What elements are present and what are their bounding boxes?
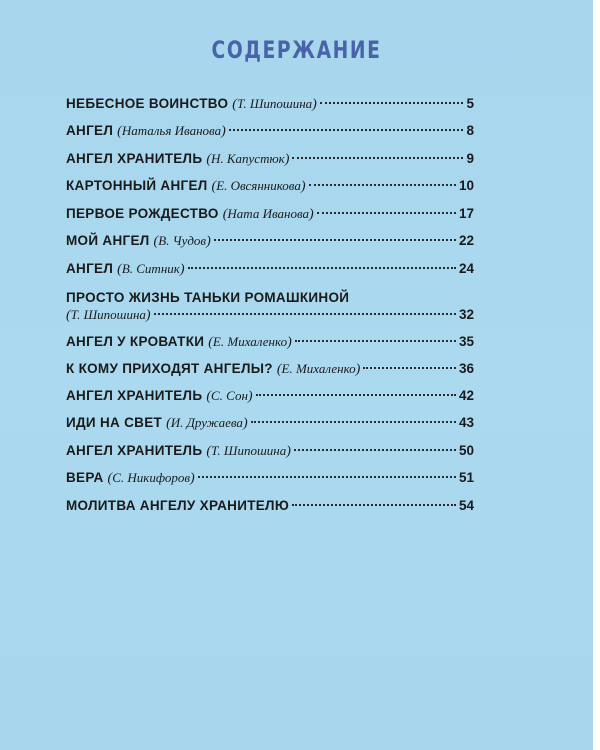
entry-title: АНГЕЛ У КРОВАТКИ [66, 334, 205, 349]
toc-entry[interactable]: ПРОСТО ЖИЗНЬ ТАНЬКИ РОМАШКИНОЙ ( Т. Шипошина ) 32 [66, 290, 474, 323]
toc-entry[interactable]: НЕБЕСНОЕ ВОИНСТВО ( Т. Шипошина ) 5 [66, 96, 474, 112]
entry-author: В. Ситник [121, 261, 180, 276]
entry-page-number: 5 [466, 96, 474, 111]
dot-leader [317, 212, 456, 214]
entry-page-number: 35 [458, 334, 474, 349]
entry-author: Н. Капустюк [211, 151, 285, 166]
toc-entry[interactable]: К КОМУ ПРИХОДЯТ АНГЕЛЫ? ( Е. Михаленко ) 36 [66, 361, 474, 377]
entry-author: Е. Михаленко [212, 334, 288, 349]
entry-title: АНГЕЛ [66, 261, 114, 276]
toc-entry[interactable]: АНГЕЛ ( В. Ситник ) 24 [66, 261, 474, 277]
toc-entry[interactable]: ВЕРА ( С. Никифоров ) 51 [66, 470, 474, 486]
toc-entry[interactable]: КАРТОННЫЙ АНГЕЛ ( Е. Овсянникова ) 10 [66, 178, 474, 194]
entry-author: С. Сон [211, 388, 248, 403]
entry-author: Е. Овсянникова [216, 178, 301, 193]
dot-leader [198, 476, 456, 478]
entry-title: КАРТОННЫЙ АНГЕЛ [66, 178, 208, 193]
entry-title: ПРОСТО ЖИЗНЬ ТАНЬКИ РОМАШКИНОЙ [66, 290, 350, 305]
entry-title: МОЙ АНГЕЛ [66, 233, 150, 248]
toc-entry[interactable]: АНГЕЛ ХРАНИТЕЛЬ ( Н. Капустюк ) 9 [66, 151, 474, 167]
entry-author: И. Дружаева [170, 415, 243, 430]
dot-leader [294, 449, 456, 451]
toc-entry[interactable]: ИДИ НА СВЕТ ( И. Дружаева ) 43 [66, 415, 474, 431]
dot-leader [292, 157, 463, 159]
entry-author: Т. Шипошина [70, 307, 146, 322]
entry-page-number: 24 [458, 261, 474, 276]
toc-entry[interactable]: АНГЕЛ ( Наталья Иванова ) 8 [66, 123, 474, 139]
entry-author: В. Чудов [158, 233, 207, 248]
entry-title: ВЕРА [66, 470, 104, 485]
entry-page-number: 10 [458, 178, 474, 193]
entry-title: АНГЕЛ [66, 123, 114, 138]
entry-page-number: 50 [458, 443, 474, 458]
dot-leader [251, 421, 456, 423]
entry-title: К КОМУ ПРИХОДЯТ АНГЕЛЫ? [66, 361, 273, 376]
entry-page-number: 32 [458, 307, 474, 322]
entry-author: Т. Шипошина [236, 96, 313, 111]
dot-leader [295, 340, 456, 342]
toc-entry[interactable]: АНГЕЛ У КРОВАТКИ ( Е. Михаленко ) 35 [66, 334, 474, 350]
page-edge [593, 0, 600, 750]
toc-entry[interactable]: ПЕРВОЕ РОЖДЕСТВО ( Ната Иванова ) 17 [66, 206, 474, 222]
entry-page-number: 8 [466, 123, 474, 138]
dot-leader [229, 129, 464, 131]
entry-page-number: 51 [458, 470, 474, 485]
dot-leader [188, 267, 456, 269]
toc-entry[interactable]: АНГЕЛ ХРАНИТЕЛЬ ( Т. Шипошина ) 50 [66, 443, 474, 459]
dot-leader [320, 102, 464, 104]
toc-entry[interactable]: МОЙ АНГЕЛ ( В. Чудов ) 22 [66, 233, 474, 249]
dot-leader [292, 504, 456, 506]
dot-leader [256, 394, 456, 396]
entry-author: Т. Шипошина [211, 443, 287, 458]
dot-leader [214, 239, 456, 241]
entry-author: Ната Иванова [227, 206, 310, 221]
entry-page-number: 43 [458, 415, 474, 430]
toc-entry[interactable]: АНГЕЛ ХРАНИТЕЛЬ ( С. Сон ) 42 [66, 388, 474, 404]
entry-title: ИДИ НА СВЕТ [66, 415, 163, 430]
entry-page-number: 42 [458, 388, 474, 403]
entry-page-number: 9 [466, 151, 474, 166]
page-title: СОДЕРЖАНИЕ [211, 36, 382, 64]
entry-page-number: 36 [458, 361, 474, 376]
entry-title: МОЛИТВА АНГЕЛУ ХРАНИТЕЛЮ [66, 498, 290, 513]
entry-title: ПЕРВОЕ РОЖДЕСТВО [66, 206, 219, 221]
entry-page-number: 17 [458, 206, 474, 221]
entry-author: С. Никифоров [112, 470, 191, 485]
toc-entry[interactable] [66, 497, 474, 514]
entry-page-number: 54 [458, 498, 474, 513]
entry-title: АНГЕЛ ХРАНИТЕЛЬ [66, 151, 203, 166]
entry-title: НЕБЕСНОЕ ВОИНСТВО [66, 96, 229, 111]
entry-title: АНГЕЛ ХРАНИТЕЛЬ [66, 443, 203, 458]
entry-page-number: 22 [458, 233, 474, 248]
dot-leader [309, 184, 456, 186]
dot-leader [363, 367, 456, 369]
entry-title: АНГЕЛ ХРАНИТЕЛЬ [66, 388, 203, 403]
dot-leader [154, 313, 456, 315]
entry-author: Е. Михаленко [281, 361, 356, 376]
entry-author: Наталья Иванова [121, 123, 222, 138]
